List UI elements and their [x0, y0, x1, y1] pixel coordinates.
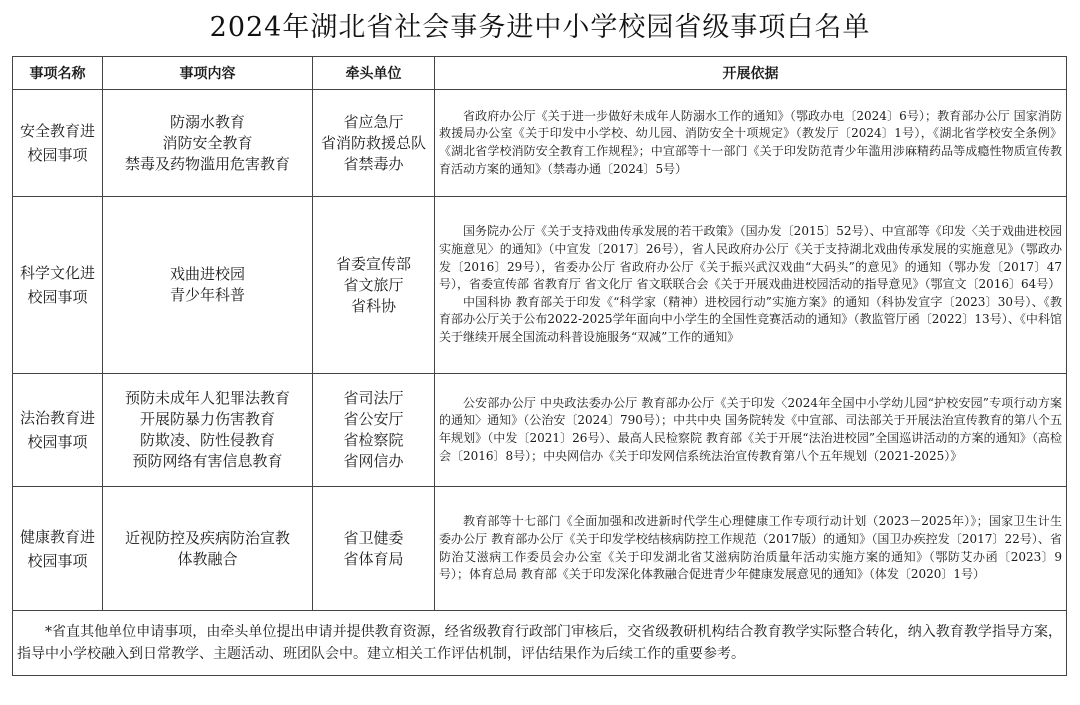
item-name-line: 科学文化进	[19, 264, 95, 282]
lead-unit-line: 省检察院	[343, 431, 404, 449]
lead-unit-line: 省委宣传部	[335, 254, 411, 273]
document-title: 2024年湖北省社会事务进中小学校园省级事项白名单	[209, 12, 871, 43]
table-header-row	[13, 57, 1067, 90]
header-lead-unit: 牵头单位	[313, 57, 435, 90]
content-line: 戏曲进校园	[169, 265, 245, 283]
content-line: 预防网络有害信息教育	[132, 452, 283, 470]
table-row	[13, 374, 1067, 487]
header-item-content: 事项内容	[103, 57, 313, 90]
lead-unit-line: 省禁毒办	[343, 154, 404, 173]
lead-unit-line: 省卫健委	[343, 528, 404, 547]
table-row	[13, 197, 1067, 374]
lead-unit-line: 省文旅厅	[343, 275, 404, 294]
content-line: 开展防暴力伤害教育	[139, 410, 275, 428]
table-row	[13, 487, 1067, 611]
item-content-cell	[103, 90, 313, 197]
content-line: 防欺凌、防性侵教育	[139, 431, 275, 449]
lead-unit-cell	[313, 374, 435, 487]
item-name-line: 校园事项	[27, 433, 88, 451]
item-content-cell	[103, 374, 313, 487]
item-name-cell	[13, 197, 103, 374]
lead-unit-line: 省网信办	[343, 452, 404, 470]
content-line: 近视防控及疾病防治宣教	[124, 528, 290, 547]
lead-unit-line: 省科协	[350, 296, 396, 315]
basis-paragraph: 国务院办公厅《关于支持戏曲传承发展的若干政策》（国办发〔2015〕52号）、中宣部等《印发〈关于戏曲进校园实施意见〉的通知》（中宣发〔2017〕26号），省人民政府办公厅《关于支持湖北戏曲传承发展的实施意见》（鄂政办发〔2016〕29号），省委办公厅 省政府办公厅《关于振兴武汉戏曲“大码头”的意见》的通知（鄂办发〔2017〕47号），省委宣传部 省教育厅 省文化厅 省文联联合会《关于开展戏曲进校园活动的指导意见》（鄂宣文〔2016〕64号）	[439, 224, 1062, 292]
basis-cell	[435, 374, 1067, 487]
item-name-line: 校园事项	[27, 551, 88, 570]
content-line: 消防安全教育	[162, 133, 253, 152]
item-name-line: 法治教育进	[19, 409, 95, 427]
header-item-name: 事项名称	[13, 57, 103, 90]
lead-unit-line: 省体育局	[343, 549, 404, 568]
basis-paragraph: 省政府办公厅《关于进一步做好未成年人防溺水工作的通知》（鄂政办电〔2024〕6号）；教育部办公厅 国家消防救援局办公室《关于印发中小学校、幼儿园、消防安全十项规定》（教发厅〔2024〕1号），《湖北省学校安全条例》《湖北省学校消防安全教育工作规程》；中宣部等十一部门《关于印发防范青少年滥用涉麻精药品等成瘾性物质宣传教育活动方案的通知》（禁毒办通〔2024〕5号）	[439, 108, 1062, 176]
whitelist-table	[12, 56, 1067, 676]
lead-unit-cell	[313, 197, 435, 374]
content-line: 禁毒及药物滥用危害教育	[124, 154, 290, 173]
item-name-cell	[13, 374, 103, 487]
basis-paragraph: 中国科协 教育部关于印发《“科学家（精神）进校园行动”实施方案》的通知（科协发宣字〔2023〕30号）、《教育部办公厅关于公布2022-2025学年面向中小学生的全国性竞赛活动的通知》（教监管厅函〔2022〕13号）、《中科馆关于继续开展全国流动科普设施服务“双减”工作的通知》	[439, 294, 1062, 344]
item-name-line: 校园事项	[27, 288, 88, 306]
item-content-cell	[103, 197, 313, 374]
footnote-row	[13, 611, 1067, 676]
content-line: 防溺水教育	[169, 112, 245, 131]
header-basis: 开展依据	[435, 57, 1067, 90]
footnote: *省直其他单位申请事项，由牵头单位提出申请并提供教育资源，经省级教育行政部门审核后，交省级教研机构结合教育教学实际整合转化，纳入教育教学指导方案，指导中小学校融入到日常教学、主题活动、班团队会中。建立相关工作评估机制，评估结果作为后续工作的重要参考。	[13, 611, 1067, 676]
item-name-cell	[13, 90, 103, 197]
item-name-line: 安全教育进	[19, 122, 95, 140]
lead-unit-line: 省应急厅	[343, 112, 404, 131]
item-content-cell	[103, 487, 313, 611]
basis-cell	[435, 197, 1067, 374]
lead-unit-cell	[313, 487, 435, 611]
item-name-cell	[13, 487, 103, 611]
lead-unit-line: 省司法厅	[343, 389, 404, 407]
table-row	[13, 90, 1067, 197]
basis-paragraph: 公安部办公厅 中央政法委办公厅 教育部办公厅《关于印发〈2024年全国中小学幼儿园“护校安园”专项行动方案的通知〉通知》（公治安〔2024〕790号）；中共中央 国务院转发《中宣部、司法部关于开展法治宣传教育的第八个五年规划》（中发〔2021〕26号）、最高人民检察院 教育部《关于开展“法治进校园”全国巡讲活动的方案的通知》（高检会〔2016〕8号）；中央网信办《关于印发网信系统法治宣传教育第八个五年规划（2021-2025）》	[439, 395, 1062, 463]
lead-unit-cell	[313, 90, 435, 197]
basis-cell	[435, 487, 1067, 611]
content-line: 青少年科普	[169, 286, 245, 304]
item-name-line: 校园事项	[27, 146, 88, 164]
content-line: 体教融合	[177, 549, 238, 568]
lead-unit-line: 省公安厅	[343, 410, 404, 428]
item-name-line: 健康教育进	[19, 527, 95, 546]
basis-cell	[435, 90, 1067, 197]
lead-unit-line: 省消防救援总队	[320, 133, 426, 152]
basis-paragraph: 教育部等十七部门《全面加强和改进新时代学生心理健康工作专项行动计划（2023－2025年）》；国家卫生计生委办公厅 教育部办公厅《关于印发学校结核病防控工作规范（2017版）的通知》（国卫办疾控发〔2017〕22号）、省防治艾滋病工作委员会办公室《关于印发湖北省艾滋病防治质量年活动实施方案的通知》（鄂防艾办函〔2023〕9号）；体育总局 教育部《关于印发深化体教融合促进青少年健康发展意见的通知》（体发〔2020〕1号）	[439, 514, 1062, 582]
content-line: 预防未成年人犯罪法教育	[124, 389, 290, 407]
